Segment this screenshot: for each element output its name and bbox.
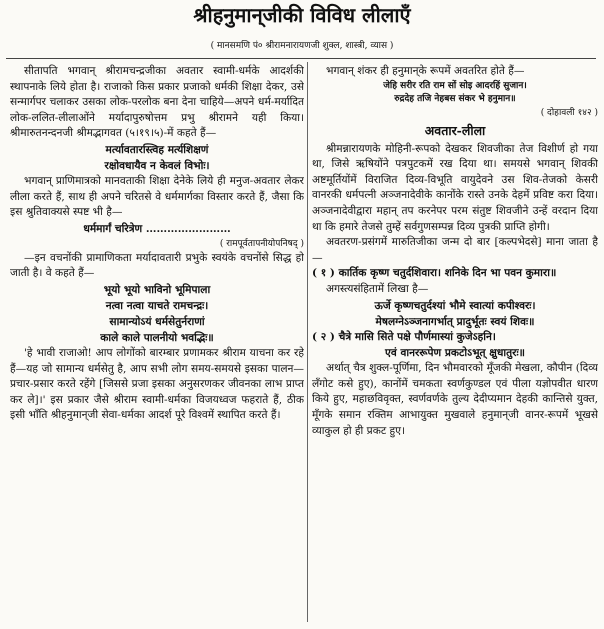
verse-line: ऊर्जे कृष्णचतुर्दश्यां भौमे स्वात्यां कपीश्वरः। <box>374 299 536 312</box>
verse-line: भूयो भूयो भाविनो भूमिपाला <box>103 283 211 296</box>
verse-line: धर्ममार्गं चरित्रेण …………………… <box>83 222 231 235</box>
verse-line: एवं वानररूपेण प्रकटोऽभूत् क्षुधातुरः॥ <box>385 347 525 360</box>
paragraph: 'हे भावी राजाओ! आप लोगोंको बारम्बार प्रणामकर श्रीराम याचना कर रहे हैं—यह जो सामान्य धर्मसेतु है, आप सभी लोग समय-समयसे इसका पालन—प्रचार-प्रसार करते रहेंगे [जिससे प्रजा इसका अनुसरणकर जीवनका लाभ प्राप्त कर ले]।' इस प्रकार जैसे श्रीराम स्वामी-धर्मका विजयध्वज फहराते हैं, ठीक इसी भाँति श्रीहनुमान्‌जी सेवा-धर्मका आदर्श पूरे विश्वमें स्थापित करते हैं। <box>10 346 304 422</box>
verse-line: काले काले पालनीयो भवद्भिः॥ <box>100 331 214 344</box>
paragraph: भगवान् शंकर ही हनुमान्‌के रूपमें अवतरित होते हैं— <box>326 65 525 77</box>
article-title: श्रीहनुमान्‌जीकी विविध लीलाएँ <box>193 3 411 27</box>
verse-line: रक्षोवधायैव न केवलं विभोः। <box>104 159 210 172</box>
paragraph: अवतरण-प्रसंगमें मारुतिजीका जन्म दो बार [कल्पभेदसे] माना जाता है— <box>312 236 598 264</box>
right-column <box>312 64 598 624</box>
doha-line: रुद्रदेह तजि नेहबस संकर भे हनुमान॥ <box>394 93 516 104</box>
left-column <box>10 64 304 624</box>
section-heading: अवतार-लीला <box>424 122 486 138</box>
citation: ( रामपूर्वतापनीयोपनिषद् ) <box>219 238 304 249</box>
verse-line: मेषलग्नेऽञ्जनागर्भात् प्रादुर्भूतः स्वयं शिवः॥ <box>375 315 535 328</box>
verse-line: सामान्योऽयं धर्मसेतुर्नराणां <box>109 315 205 328</box>
doha-line: जेहि सरीर रति राम सों सोइ आदरहिं सुजान। <box>383 80 527 91</box>
paragraph: श्रीमन्नारायणके मोहिनी-रूपको देखकर शिवजीका तेज विशीर्ण हो गया था, जिसे ऋषियोंने पत्रपुटकमें रख दिया था। समयसे भगवान् शिवकी अष्टमूर्तियोंमें विराजित दिव्य-विभूति वायुदेवने उस शिव-तेजको केसरी वानरकी धर्मपत्नी अञ्जनादेवीके कानोंके रास्ते उनके देहमें प्रविष्ट करा दिया। अञ्जनादेवीद्वारा महान् तप करनेपर परम संतुष्ट शिवजीने उन्हें वरदान दिया था कि हमारे तेजसे तुम्हें सर्वगुणसम्पन्न दिव्य पुत्रकी प्राप्ति होगी। <box>312 142 598 233</box>
paragraph: अर्थात् चैत्र शुक्ल-पूर्णिमा, दिन भौमवारको मूँजकी मेखला, कौपीन (दिव्य लँगोट कसे हुए), कानोंमें चमकता स्वर्णकुण्डल एवं पीला यज्ञोपवीत धारण किये हुए, महाछविवृक्त, स्वर्णवर्णके तुल्य देदीप्यमान देहकी कान्तिसे युक्त, मूँगके समान रक्तिम आभायुक्त मुखवाले हनुमान्‌जी वानर-रूपमें भूखसे व्याकुल हो ही प्रकट हुए। <box>312 362 598 437</box>
column-divider <box>307 62 308 622</box>
verse-line: मर्त्यावतारस्त्विह मर्त्यशिक्षणं <box>105 143 209 156</box>
citation: ( दोहावली १४२ ) <box>540 107 598 118</box>
header-rule <box>6 58 596 59</box>
paragraph: अगस्त्यसंहितामें लिखा है— <box>326 282 429 295</box>
paragraph: सीतापति भगवान् श्रीरामचन्द्रजीका अवतार स्वामी-धर्मके आदर्शकी स्थापनाके लिये होता है। राजाको किस प्रकार प्रजाको धर्मकी शिक्षा देकर, उसे सन्मार्गपर चलाकर उसका लोक-परलोक बना देना चाहिये—अपने धर्म-मर्यादित लोक-ललित-लीलाओंने मर्यादापुरुषोत्तम प्रभु श्रीरामने यही किया। श्रीमारुतनन्दनजी श्रीमद्भागवत (५।१९।५)-में कहते हैं— <box>10 65 304 140</box>
numbered-line: ( २ ) चैत्रे मासि सिते पक्षे पौर्णमास्यां कुजेऽहनि। <box>312 330 496 343</box>
paragraph: —इन वचनोंकी प्रामाणिकता मर्यादावतारी प्रभुके स्वयंके वचनोंसे सिद्ध हो जाती है। वे कहते हैं— <box>10 251 304 280</box>
numbered-line: ( १ ) कार्तिक कृष्ण चतुर्दशिवारा। शनिके दिन भा पवन कुमारा॥ <box>312 267 557 280</box>
paragraph: भगवान् प्राणिमात्रको मानवताकी शिक्षा देनेके लिये ही मनुज-अवतार लेकर लीला करते हैं, साथ ही अपने चरितसे वे धर्ममार्गका विस्तार करते हैं, जैसा कि इस श्रुतिवाक्यसे स्पष्ट भी है— <box>10 174 304 219</box>
author-line: ( मानसमणि पं० श्रीरामनारायणजी शुक्ल, शास्त्री, व्यास ) <box>210 41 394 51</box>
verse-line: नत्वा नत्वा याचते रामचन्द्रः। <box>105 299 209 312</box>
